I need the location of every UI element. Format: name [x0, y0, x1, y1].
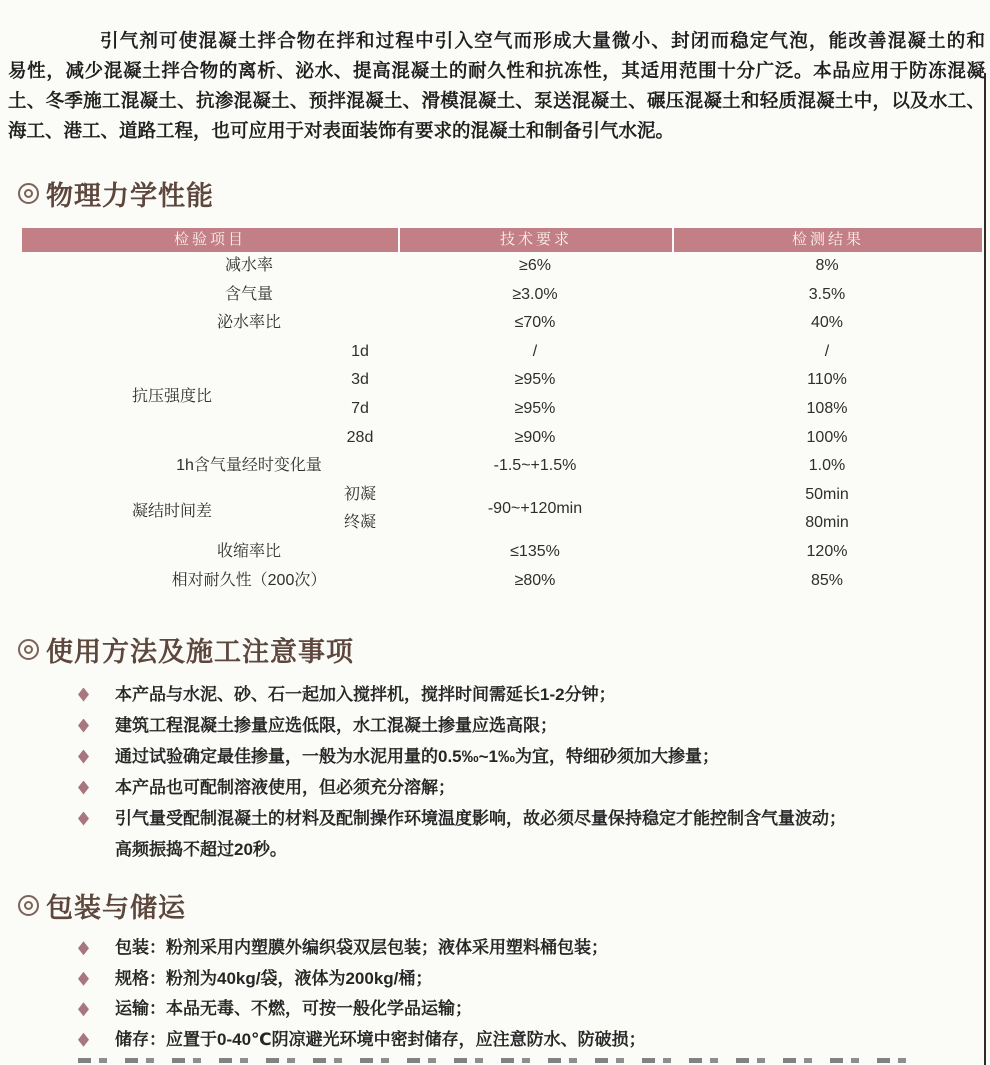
table-row: 收缩率比 ≤135% 120%	[216, 542, 848, 560]
group-label: 凝结时间差	[131, 502, 212, 520]
table-row: 相对耐久性（200次） ≥80% 85%	[171, 571, 844, 589]
table-row-group-setting: 凝结时间差 初凝 终凝 -90~+120min 50min 80min	[22, 481, 982, 538]
table-row: 含气量 ≥3.0% 3.5%	[224, 285, 846, 303]
sub-row-label: 初凝	[343, 485, 376, 503]
spec-table	[22, 228, 982, 595]
column-header-item: 检验项目	[22, 228, 398, 252]
packaging-bullet-list	[0, 933, 985, 1055]
intro-line: 引气剂可使混凝土拌合物在拌和过程中引入空气而形成大量微小、封闭而稳定气泡，能改善混凝土的和	[100, 30, 985, 51]
sub-row-label: 7d	[351, 399, 369, 417]
bullet-item: 本产品也可配制溶液使用，但必须充分溶解；	[0, 772, 985, 803]
bullet-item: 规格：粉剂为40kg/袋，液体为200kg/桶；	[0, 964, 985, 995]
diamond-icon	[78, 1033, 89, 1047]
usage-bullet-list	[0, 679, 985, 865]
double-circle-icon	[18, 639, 39, 660]
scan-right-edge-line	[984, 73, 986, 1065]
diamond-icon	[78, 750, 89, 764]
double-circle-icon	[18, 183, 39, 204]
section-title: 物理力学性能	[46, 181, 214, 211]
double-circle-icon	[18, 895, 39, 916]
section-title: 使用方法及施工注意事项	[46, 637, 354, 667]
bullet-item: 建筑工程混凝土掺量应选低限，水工混凝土掺量应选高限；	[0, 710, 985, 741]
bullet-item: 运输：本品无毒、不燃，可按一般化学品运输；	[0, 994, 985, 1025]
diamond-icon	[78, 941, 89, 955]
intro-line: 易性，减少混凝土拌合物的离析、泌水、提高混凝土的耐久性和抗冻性，其适用范围十分广泛。本品应用于防冻混凝	[8, 60, 985, 81]
intro-line: 土、冬季施工混凝土、抗渗混凝土、预拌混凝土、滑模混凝土、泵送混凝土、碾压混凝土和轻质混凝土中，以及水工、	[8, 90, 985, 111]
bullet-item: 引气量受配制混凝土的材料及配制操作环境温度影响，故必须尽量保持稳定才能控制含气量波动；	[0, 803, 985, 834]
sub-row-label: 1d	[351, 342, 369, 360]
sub-row-label: 终凝	[343, 514, 376, 532]
bullet-item: 通过试验确定最佳掺量，一般为水泥用量的0.5‰~1‰为宜，特细砂须加大掺量；	[0, 741, 985, 772]
diamond-icon	[78, 719, 89, 733]
diamond-icon	[78, 688, 89, 702]
section-heading-packaging	[18, 886, 186, 925]
bullet-item: 储存：应置于0-40℃阴凉避光环境中密封储存，应注意防水、防破损；	[0, 1025, 985, 1056]
column-header-req: 技术要求	[398, 228, 672, 252]
section-heading-usage	[18, 630, 354, 669]
table-row: 1h含气量经时变化量 -1.5~+1.5% 1.0%	[176, 457, 846, 475]
intro-line: 海工、港工、道路工程，也可应用于对表面装饰有要求的混凝土和制备引气水泥。	[8, 120, 675, 141]
section-title: 包装与储运	[46, 893, 186, 923]
sub-row-label: 3d	[351, 371, 369, 389]
table-row: 减水率 ≥6% 8%	[224, 257, 839, 274]
cutoff-text-fragments	[78, 1058, 906, 1063]
bullet-item: 本产品与水泥、砂、石一起加入搅拌机，搅拌时间需延长1-2分钟；	[0, 679, 985, 710]
bullet-continuation-line: 高频振捣不超过20秒。	[115, 840, 287, 859]
section-heading-physical	[18, 174, 214, 213]
table-header-row	[22, 228, 982, 252]
diamond-icon	[78, 1002, 89, 1016]
intro-paragraph	[8, 26, 985, 146]
diamond-icon	[78, 812, 89, 826]
column-header-result: 检测结果	[672, 228, 982, 252]
table-row-group-strength: 抗压强度比 1d 3d 7d 28d / ≥95% ≥95% ≥90% / 110% 108% 100%	[22, 338, 982, 452]
group-label: 抗压强度比	[131, 388, 212, 406]
table-row: 泌水率比 ≤70% 40%	[216, 314, 844, 332]
sub-row-label: 28d	[346, 428, 374, 446]
bullet-item: 包装：粉剂采用内塑膜外编织袋双层包装；液体采用塑料桶包装；	[0, 933, 985, 964]
diamond-icon	[78, 781, 89, 795]
diamond-icon	[78, 972, 89, 986]
